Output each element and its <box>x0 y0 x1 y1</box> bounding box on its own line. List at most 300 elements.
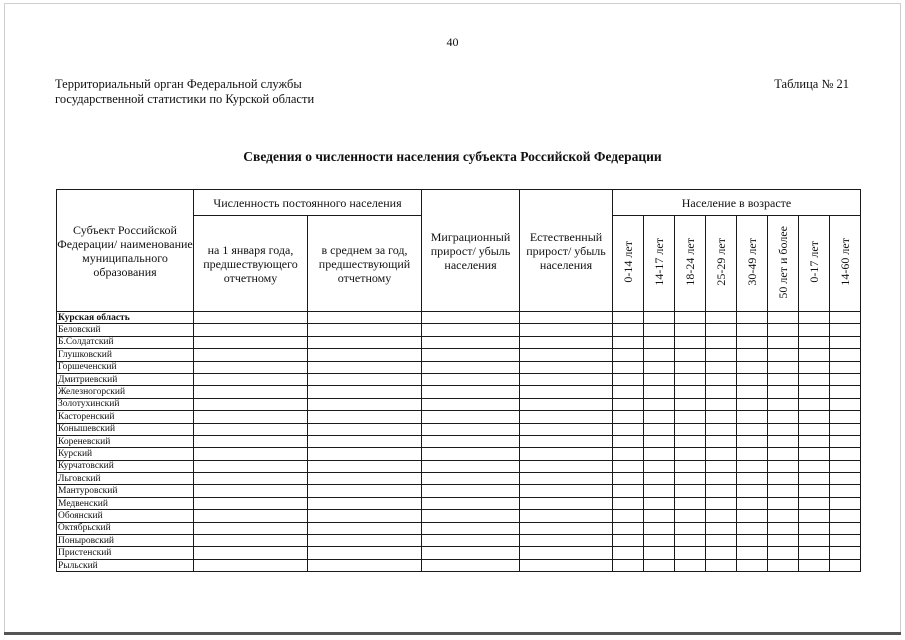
table-cell <box>768 535 799 547</box>
table-cell <box>799 398 830 410</box>
table-cell <box>194 336 308 348</box>
table-cell <box>675 386 706 398</box>
table-cell <box>737 510 768 522</box>
table-cell <box>799 386 830 398</box>
table-cell <box>613 485 644 497</box>
table-cell <box>675 324 706 336</box>
table-cell <box>422 435 520 447</box>
table-cell <box>706 349 737 361</box>
table-cell <box>644 510 675 522</box>
table-cell <box>768 386 799 398</box>
table-cell <box>706 373 737 385</box>
table-cell <box>830 423 861 435</box>
table-cell <box>194 435 308 447</box>
table-number-label: Таблица № 21 <box>774 77 849 91</box>
page-number: 40 <box>446 35 459 49</box>
table-cell <box>768 522 799 534</box>
header-age-col: 18-24 лет <box>675 216 706 312</box>
header-age-col: 50 лет и более <box>768 216 799 312</box>
table-cell <box>613 535 644 547</box>
table-cell <box>799 497 830 509</box>
table-cell <box>613 398 644 410</box>
table-cell <box>308 349 422 361</box>
table-cell <box>422 547 520 559</box>
header-age-col: 25-29 лет <box>706 216 737 312</box>
table-cell <box>194 522 308 534</box>
table-cell <box>520 411 613 423</box>
table-cell <box>830 547 861 559</box>
table-cell <box>422 336 520 348</box>
table-row <box>57 435 861 447</box>
table-cell <box>737 485 768 497</box>
table-row <box>57 324 861 336</box>
table-cell <box>308 473 422 485</box>
table-cell <box>644 535 675 547</box>
table-cell <box>737 386 768 398</box>
table-cell <box>613 510 644 522</box>
table-cell <box>830 349 861 361</box>
table-cell <box>799 435 830 447</box>
table-cell <box>706 435 737 447</box>
row-municipality-name: Льговский <box>57 473 194 485</box>
table-cell <box>308 361 422 373</box>
table-cell <box>768 473 799 485</box>
table-cell <box>613 349 644 361</box>
table-cell <box>799 473 830 485</box>
table-cell <box>830 386 861 398</box>
table-cell <box>830 535 861 547</box>
table-cell <box>644 312 675 324</box>
table-cell <box>799 373 830 385</box>
table-cell <box>737 423 768 435</box>
table-cell <box>768 312 799 324</box>
table-cell <box>520 535 613 547</box>
table-row <box>57 312 861 324</box>
table-cell <box>706 547 737 559</box>
table-cell <box>675 361 706 373</box>
table-cell <box>675 522 706 534</box>
table-cell <box>768 411 799 423</box>
header-age-group: Население в возрасте <box>613 190 861 216</box>
table-cell <box>613 448 644 460</box>
table-cell <box>194 361 308 373</box>
table-cell <box>520 485 613 497</box>
table-cell <box>830 361 861 373</box>
table-cell <box>830 559 861 571</box>
table-cell <box>194 460 308 472</box>
table-cell <box>520 373 613 385</box>
table-cell <box>799 485 830 497</box>
header-average: в среднем за год, предшествующий отчетному <box>308 216 422 312</box>
table-cell <box>520 349 613 361</box>
table-cell <box>644 547 675 559</box>
table-cell <box>830 522 861 534</box>
table-cell <box>675 497 706 509</box>
table-cell <box>422 361 520 373</box>
table-cell <box>308 386 422 398</box>
table-cell <box>194 398 308 410</box>
table-cell <box>799 411 830 423</box>
table-cell <box>768 373 799 385</box>
table-cell <box>613 497 644 509</box>
table-cell <box>675 535 706 547</box>
table-cell <box>737 411 768 423</box>
table-cell <box>830 411 861 423</box>
table-cell <box>194 349 308 361</box>
table-cell <box>830 448 861 460</box>
table-cell <box>308 423 422 435</box>
table-cell <box>613 559 644 571</box>
table-cell <box>644 460 675 472</box>
table-cell <box>422 535 520 547</box>
row-municipality-name: Горшеченский <box>57 361 194 373</box>
table-cell <box>194 497 308 509</box>
table-cell <box>675 423 706 435</box>
table-cell <box>194 386 308 398</box>
table-cell <box>194 473 308 485</box>
page-bottom-border <box>4 632 901 635</box>
table-cell <box>194 547 308 559</box>
table-cell <box>520 336 613 348</box>
table-cell <box>675 349 706 361</box>
table-cell <box>644 349 675 361</box>
table-cell <box>644 473 675 485</box>
table-cell <box>737 522 768 534</box>
table-row <box>57 559 861 571</box>
table-cell <box>194 312 308 324</box>
table-cell <box>422 460 520 472</box>
row-municipality-name: Обоянский <box>57 510 194 522</box>
table-cell <box>613 522 644 534</box>
table-cell <box>422 485 520 497</box>
table-cell <box>613 435 644 447</box>
table-cell <box>737 435 768 447</box>
table-cell <box>520 423 613 435</box>
table-cell <box>194 411 308 423</box>
table-row <box>57 522 861 534</box>
table-cell <box>706 411 737 423</box>
table-cell <box>768 336 799 348</box>
table-cell <box>830 473 861 485</box>
row-municipality-name: Беловский <box>57 324 194 336</box>
table-cell <box>830 485 861 497</box>
table-cell <box>799 336 830 348</box>
table-cell <box>308 510 422 522</box>
table-cell <box>644 485 675 497</box>
table-cell <box>706 559 737 571</box>
table-cell <box>768 497 799 509</box>
table-cell <box>520 435 613 447</box>
header-age-col: 0-14 лет <box>613 216 644 312</box>
table-cell <box>308 485 422 497</box>
header-age-col: 14-60 лет <box>830 216 861 312</box>
table-cell <box>737 398 768 410</box>
table-cell <box>520 497 613 509</box>
table-cell <box>644 336 675 348</box>
table-cell <box>706 510 737 522</box>
table-row <box>57 373 861 385</box>
row-municipality-name: Рыльский <box>57 559 194 571</box>
table-row <box>57 460 861 472</box>
table-row <box>57 423 861 435</box>
table-cell <box>799 361 830 373</box>
table-cell <box>706 423 737 435</box>
table-cell <box>737 473 768 485</box>
table-cell <box>830 460 861 472</box>
table-cell <box>675 411 706 423</box>
table-cell <box>613 312 644 324</box>
table-cell <box>422 497 520 509</box>
table-cell <box>308 460 422 472</box>
row-municipality-name: Дмитриевский <box>57 373 194 385</box>
table-cell <box>737 547 768 559</box>
table-cell <box>520 324 613 336</box>
table-cell <box>675 312 706 324</box>
table-cell <box>308 547 422 559</box>
row-municipality-name: Мантуровский <box>57 485 194 497</box>
table-cell <box>737 349 768 361</box>
table-cell <box>308 373 422 385</box>
header-age-col: 14-17 лет <box>644 216 675 312</box>
table-cell <box>644 522 675 534</box>
table-cell <box>675 485 706 497</box>
header-natural-growth: Естественный прирост/ убыль населения <box>520 190 613 312</box>
table-cell <box>422 386 520 398</box>
row-municipality-name: Золотухинский <box>57 398 194 410</box>
row-municipality-name: Конышевский <box>57 423 194 435</box>
table-cell <box>644 398 675 410</box>
table-cell <box>422 559 520 571</box>
table-cell <box>799 349 830 361</box>
table-cell <box>308 411 422 423</box>
table-cell <box>308 324 422 336</box>
table-cell <box>737 559 768 571</box>
table-row <box>57 336 861 348</box>
row-municipality-name: Пристенский <box>57 547 194 559</box>
table-cell <box>613 373 644 385</box>
table-cell <box>422 423 520 435</box>
table-cell <box>706 324 737 336</box>
table-cell <box>799 324 830 336</box>
table-row <box>57 361 861 373</box>
row-municipality-name: Медвенский <box>57 497 194 509</box>
row-municipality-name: Поныровский <box>57 535 194 547</box>
table-cell <box>737 497 768 509</box>
table-cell <box>768 423 799 435</box>
table-cell <box>613 547 644 559</box>
row-municipality-name: Касторенский <box>57 411 194 423</box>
table-row <box>57 510 861 522</box>
table-cell <box>520 547 613 559</box>
table-cell <box>613 473 644 485</box>
table-cell <box>706 473 737 485</box>
row-municipality-name: Курчатовский <box>57 460 194 472</box>
row-municipality-name: Октябрьский <box>57 522 194 534</box>
table-cell <box>799 423 830 435</box>
table-cell <box>799 312 830 324</box>
table-cell <box>422 398 520 410</box>
table-cell <box>768 460 799 472</box>
table-cell <box>308 535 422 547</box>
population-table <box>56 189 861 572</box>
table-row <box>57 547 861 559</box>
table-cell <box>520 448 613 460</box>
table-cell <box>706 312 737 324</box>
table-cell <box>706 460 737 472</box>
table-cell <box>520 386 613 398</box>
row-municipality-name: Кореневский <box>57 435 194 447</box>
table-row <box>57 398 861 410</box>
table-cell <box>308 398 422 410</box>
table-row <box>57 448 861 460</box>
table-cell <box>768 361 799 373</box>
table-cell <box>520 361 613 373</box>
table-cell <box>308 312 422 324</box>
table-cell <box>768 448 799 460</box>
table-cell <box>768 398 799 410</box>
table-row <box>57 535 861 547</box>
table-cell <box>520 398 613 410</box>
table-cell <box>520 473 613 485</box>
table-cell <box>830 373 861 385</box>
table-row <box>57 349 861 361</box>
table-cell <box>830 510 861 522</box>
table-cell <box>675 473 706 485</box>
table-cell <box>768 485 799 497</box>
table-cell <box>194 535 308 547</box>
table-cell <box>613 324 644 336</box>
table-cell <box>644 448 675 460</box>
header-age-col: 30-49 лет <box>737 216 768 312</box>
table-cell <box>194 485 308 497</box>
table-row <box>57 411 861 423</box>
table-cell <box>706 398 737 410</box>
table-row <box>57 386 861 398</box>
table-cell <box>675 373 706 385</box>
row-municipality-name: Курский <box>57 448 194 460</box>
table-cell <box>613 460 644 472</box>
table-cell <box>768 547 799 559</box>
table-cell <box>644 497 675 509</box>
table-cell <box>644 559 675 571</box>
table-cell <box>706 522 737 534</box>
table-cell <box>706 485 737 497</box>
table-cell <box>422 448 520 460</box>
table-cell <box>768 435 799 447</box>
table-cell <box>644 324 675 336</box>
table-cell <box>422 349 520 361</box>
table-cell <box>706 361 737 373</box>
table-cell <box>308 336 422 348</box>
table-cell <box>194 324 308 336</box>
table-row <box>57 473 861 485</box>
table-cell <box>194 559 308 571</box>
table-cell <box>644 386 675 398</box>
table-cell <box>737 448 768 460</box>
table-cell <box>737 361 768 373</box>
document-title: Сведения о численности населения субъекта Российской Федерации <box>243 149 662 164</box>
table-cell <box>830 497 861 509</box>
table-cell <box>422 324 520 336</box>
header-migration: Миграционный прирост/ убыль населения <box>422 190 520 312</box>
table-row <box>57 497 861 509</box>
table-cell <box>520 312 613 324</box>
table-cell <box>308 448 422 460</box>
table-cell <box>520 522 613 534</box>
header-subject: Субъект Российской Федерации/ наименование муниципального образования <box>57 190 194 312</box>
org-name-line-2: государственной статистики по Курской области <box>55 92 315 106</box>
table-cell <box>799 535 830 547</box>
row-municipality-name: Глушковский <box>57 349 194 361</box>
table-cell <box>675 435 706 447</box>
table-cell <box>799 547 830 559</box>
table-cell <box>768 349 799 361</box>
table-cell <box>830 398 861 410</box>
table-cell <box>706 386 737 398</box>
table-cell <box>737 312 768 324</box>
table-cell <box>768 559 799 571</box>
table-cell <box>706 336 737 348</box>
table-cell <box>830 435 861 447</box>
table-cell <box>737 373 768 385</box>
table-cell <box>675 460 706 472</box>
table-cell <box>706 535 737 547</box>
table-cell <box>308 435 422 447</box>
table-cell <box>799 559 830 571</box>
table-cell <box>308 497 422 509</box>
table-cell <box>194 510 308 522</box>
table-cell <box>675 547 706 559</box>
org-name-line-1: Территориальный орган Федеральной службы <box>55 77 302 91</box>
table-cell <box>799 448 830 460</box>
table-cell <box>613 423 644 435</box>
table-cell <box>422 411 520 423</box>
table-cell <box>830 324 861 336</box>
row-municipality-name: Б.Солдатский <box>57 336 194 348</box>
table-cell <box>830 336 861 348</box>
table-cell <box>520 460 613 472</box>
table-cell <box>644 411 675 423</box>
table-cell <box>675 510 706 522</box>
table-cell <box>768 324 799 336</box>
header-jan1: на 1 января года, предшествующего отчетному <box>194 216 308 312</box>
table-cell <box>520 559 613 571</box>
table-cell <box>644 423 675 435</box>
table-cell <box>768 510 799 522</box>
row-municipality-name: Курская область <box>57 312 194 324</box>
table-cell <box>613 386 644 398</box>
table-cell <box>613 361 644 373</box>
header-population-group: Численность постоянного населения <box>194 190 422 216</box>
table-cell <box>737 324 768 336</box>
table-cell <box>799 522 830 534</box>
table-cell <box>644 361 675 373</box>
table-cell <box>675 448 706 460</box>
table-cell <box>422 373 520 385</box>
table-cell <box>422 473 520 485</box>
row-municipality-name: Железногорский <box>57 386 194 398</box>
table-cell <box>706 448 737 460</box>
table-cell <box>799 510 830 522</box>
table-cell <box>194 423 308 435</box>
header-age-col: 0-17 лет <box>799 216 830 312</box>
table-cell <box>737 460 768 472</box>
table-cell <box>520 510 613 522</box>
table-cell <box>422 522 520 534</box>
table-cell <box>194 373 308 385</box>
table-cell <box>675 398 706 410</box>
table-cell <box>194 448 308 460</box>
